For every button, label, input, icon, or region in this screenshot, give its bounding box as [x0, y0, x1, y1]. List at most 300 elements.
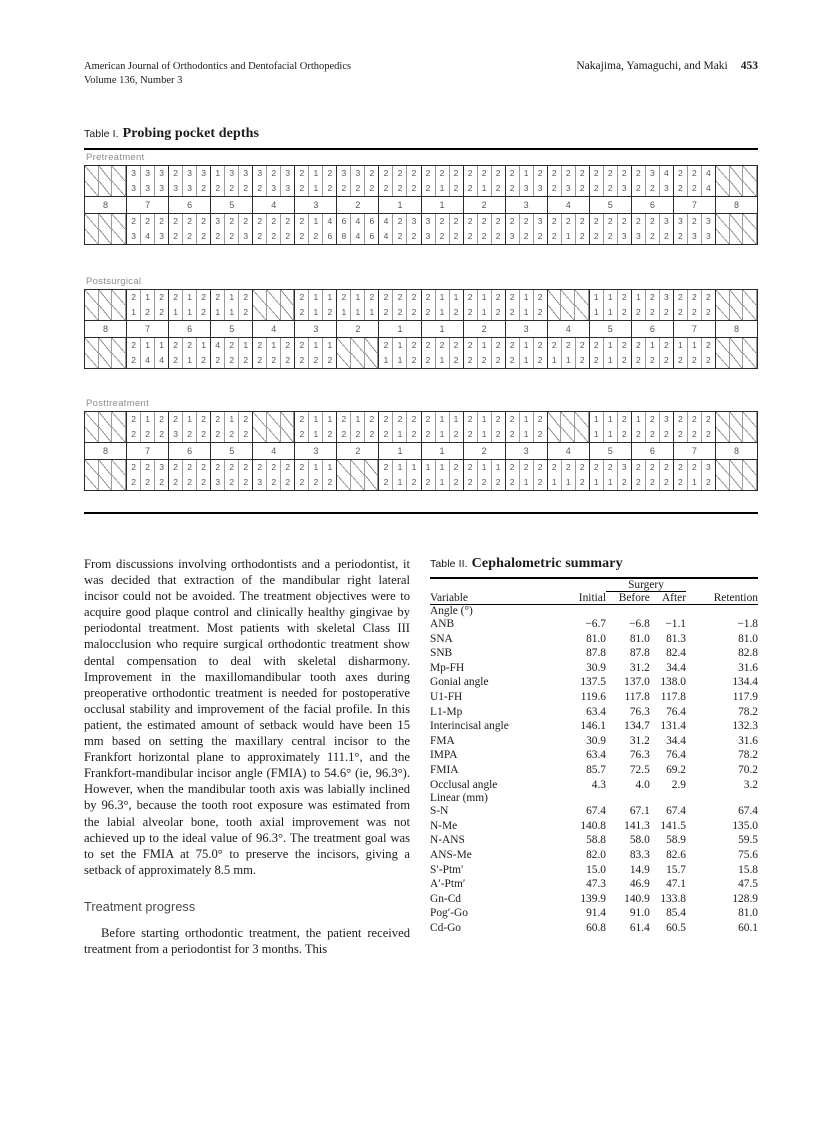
tooth-site-group: [716, 214, 757, 229]
probing-depth-cell: 2: [369, 292, 375, 303]
tooth-number-label: 5: [590, 321, 632, 337]
tooth-number-label: 5: [211, 443, 253, 459]
group-label: Angle (°): [430, 605, 548, 618]
probing-depth-cell: 2: [562, 214, 576, 229]
probing-depth-cell: 2: [646, 214, 660, 229]
tooth-site-group: [506, 166, 548, 181]
probing-depth-cell: 2: [453, 429, 459, 440]
probing-depth-cell: 1: [590, 412, 604, 427]
tooth-site-group: [379, 166, 420, 181]
missing-tooth-hatch-icon: [716, 229, 730, 244]
tooth-site-group: [506, 460, 548, 475]
missing-tooth-hatch-icon: [85, 214, 99, 229]
tooth-site-group: [127, 305, 169, 320]
probing-depth-cell: 3: [706, 231, 711, 242]
missing-tooth-hatch-icon: [561, 427, 575, 442]
probing-depth-cell: 2: [674, 353, 688, 368]
tooth-site-group: [295, 181, 337, 196]
probing-depth-cell: 2: [295, 353, 309, 368]
chart-arch-half: [422, 321, 758, 337]
probing-depth-cell: 2: [327, 168, 333, 179]
value-before: 61.4: [629, 921, 650, 934]
upper-buccal-depths: [85, 412, 757, 427]
value-after: 15.7: [666, 863, 686, 876]
probing-depth-cell: 1: [604, 475, 618, 490]
missing-tooth-hatch-icon: [730, 229, 744, 244]
probing-depth-cell: 1: [520, 353, 534, 368]
probing-depth-cell: 2: [495, 477, 501, 488]
probing-depth-cell: 2: [141, 460, 155, 475]
group-row-spacer: [650, 605, 686, 618]
probing-depth-cell: 2: [520, 460, 534, 475]
probing-depth-cell: 3: [646, 166, 660, 181]
tooth-site-group: [464, 214, 506, 229]
probing-depth-cell: 2: [285, 216, 291, 227]
value-after: 85.4: [666, 907, 686, 920]
value-initial: 85.7: [586, 763, 606, 776]
value-retention: 60.1: [738, 921, 758, 934]
probing-depth-cell: 2: [379, 412, 393, 427]
probing-depth-cell: 1: [453, 292, 459, 303]
tooth-site-group: [295, 427, 337, 442]
tooth-site-group: [169, 166, 211, 181]
tooth-site-group: [716, 290, 757, 305]
missing-tooth-hatch-icon: [730, 290, 744, 305]
probing-depth-cell: 2: [562, 166, 576, 181]
table2-group-row: [430, 792, 758, 804]
probing-depth-cell: 2: [411, 477, 417, 488]
tooth-site-group: [422, 475, 464, 490]
tooth-site-group: [85, 475, 127, 490]
probing-depth-cell: 2: [183, 338, 197, 353]
tooth-site-group: [632, 427, 674, 442]
probing-depth-cell: 4: [351, 214, 365, 229]
probing-depth-cell: 2: [632, 475, 646, 490]
probing-depth-cell: 2: [267, 214, 281, 229]
probing-depth-cell: 1: [351, 305, 365, 320]
probing-depth-cell: 3: [351, 166, 365, 181]
tooth-number-label: 4: [548, 321, 590, 337]
probing-depth-cell: 2: [243, 414, 249, 425]
probing-depth-cell: 2: [351, 181, 365, 196]
missing-tooth-hatch-icon: [548, 427, 562, 442]
probing-depth-cell: 1: [422, 460, 436, 475]
tooth-site-group: [506, 214, 548, 229]
tooth-site-group: [632, 460, 674, 475]
probing-depth-cell: 2: [621, 216, 627, 227]
group-row-spacer: [548, 792, 606, 804]
probing-depth-cell: 2: [393, 290, 407, 305]
column-header-variable: Variable: [430, 592, 468, 604]
tooth-site-group: [85, 427, 127, 442]
variable-name: Cd-Go: [430, 921, 462, 934]
table-row: [430, 863, 758, 878]
value-after: 34.4: [666, 734, 686, 747]
tooth-site-group: [169, 305, 211, 320]
tooth-site-group: [632, 229, 674, 244]
chart-arch-half: [85, 338, 422, 353]
variable-name: L1-Mp: [430, 705, 463, 718]
probing-depth-cell: 2: [632, 427, 646, 442]
probing-depth-cell: 2: [604, 460, 618, 475]
lower-buccal-depths: [85, 460, 757, 475]
probing-depth-cell: 2: [548, 214, 562, 229]
missing-tooth-hatch-icon: [743, 338, 757, 353]
chart-arch-half: [85, 166, 422, 181]
missing-tooth-hatch-icon: [99, 214, 113, 229]
probing-depth-cell: 2: [337, 181, 351, 196]
missing-tooth-hatch-icon: [365, 338, 379, 353]
probing-depth-cell: 1: [183, 353, 197, 368]
tooth-site-group: [464, 427, 506, 442]
missing-tooth-hatch-icon: [716, 460, 730, 475]
value-retention: 15.8: [738, 863, 758, 876]
probing-depth-cell: 1: [548, 353, 562, 368]
tooth-site-group: [127, 166, 169, 181]
value-initial: 87.8: [586, 647, 606, 660]
probing-depth-cell: 1: [309, 338, 323, 353]
probing-depth-cell: 2: [243, 216, 249, 227]
missing-tooth-hatch-icon: [85, 338, 99, 353]
probing-depth-cell: 2: [211, 460, 225, 475]
probing-depth-cell: 2: [562, 338, 576, 353]
tooth-site-group: [253, 181, 295, 196]
probing-depth-cell: 2: [411, 231, 417, 242]
perio-chart-postsurgical: [84, 276, 758, 369]
tooth-site-group: [253, 305, 295, 320]
probing-depth-cell: 2: [295, 305, 309, 320]
perio-chart-section-title: Posttreatment: [86, 398, 150, 409]
chart-arch-half: [422, 305, 758, 320]
probing-depth-cell: 2: [309, 475, 323, 490]
probing-depth-cell: 1: [369, 307, 375, 318]
probing-depth-cell: 2: [579, 231, 585, 242]
probing-depth-cell: 2: [337, 290, 351, 305]
tooth-site-group: [85, 338, 127, 353]
variable-name: SNB: [430, 647, 453, 660]
probing-depth-cell: 1: [562, 353, 576, 368]
table-row: [430, 719, 758, 734]
probing-depth-cell: 2: [548, 338, 562, 353]
probing-depth-cell: 1: [674, 338, 688, 353]
tooth-site-group: [85, 229, 127, 244]
probing-depth-cell: 1: [478, 305, 492, 320]
missing-tooth-hatch-icon: [112, 427, 126, 442]
tooth-site-group: [169, 338, 211, 353]
missing-tooth-hatch-icon: [730, 475, 744, 490]
tooth-site-group: [464, 181, 506, 196]
tooth-site-group: [548, 181, 590, 196]
probing-depth-cell: 6: [369, 216, 375, 227]
probing-depth-cell: 3: [520, 181, 534, 196]
tooth-site-group: [632, 290, 674, 305]
probing-depth-cell: 1: [520, 338, 534, 353]
perio-chart-section-title: Postsurgical: [86, 276, 142, 287]
tooth-site-group: [169, 427, 211, 442]
probing-depth-cell: 2: [422, 353, 436, 368]
probing-depth-cell: 1: [520, 475, 534, 490]
missing-tooth-hatch-icon: [85, 229, 99, 244]
probing-depth-cell: 2: [663, 355, 669, 366]
tooth-site-group: [295, 338, 337, 353]
tooth-site-group: [169, 181, 211, 196]
probing-depth-cell: 2: [453, 355, 459, 366]
probing-depth-cell: 2: [159, 414, 164, 425]
probing-depth-cell: 1: [159, 340, 164, 351]
probing-depth-cell: 2: [688, 305, 702, 320]
tooth-site-group: [379, 181, 420, 196]
paragraph-treatment-progress: Before starting orthodontic treatment, the patient received treatment from a periodontist for 3 months. This: [84, 925, 410, 957]
missing-tooth-hatch-icon: [99, 412, 113, 427]
probing-depth-cell: 1: [562, 475, 576, 490]
probing-depth-cell: 2: [159, 429, 164, 440]
probing-depth-cell: 2: [183, 229, 197, 244]
missing-tooth-hatch-icon: [112, 412, 126, 427]
value-retention: 134.4: [732, 676, 758, 689]
tooth-site-group: [674, 229, 716, 244]
table-row: [430, 675, 758, 690]
probing-depth-cell: 3: [243, 231, 249, 242]
tooth-site-group: [548, 305, 590, 320]
probing-depth-cell: 3: [621, 231, 627, 242]
tooth-number-label: 5: [590, 197, 632, 213]
probing-depth-cell: 2: [422, 475, 436, 490]
probing-depth-cell: 1: [562, 229, 576, 244]
missing-tooth-hatch-icon: [351, 460, 365, 475]
probing-depth-cell: 1: [478, 290, 492, 305]
group-row-spacer: [686, 792, 758, 804]
column-header-retention: Retention: [713, 592, 758, 604]
tooth-site-group: [716, 353, 757, 368]
tooth-site-group: [590, 181, 632, 196]
probing-depth-cell: 2: [183, 427, 197, 442]
probing-depth-cell: 2: [464, 475, 478, 490]
table1-caption: [84, 126, 259, 142]
probing-depth-cell: 2: [337, 427, 351, 442]
probing-depth-cell: 2: [201, 414, 207, 425]
probing-depth-cell: 3: [688, 229, 702, 244]
probing-depth-cell: 2: [295, 460, 309, 475]
value-before: 76.3: [629, 705, 650, 718]
tooth-site-group: [211, 338, 253, 353]
missing-tooth-hatch-icon: [85, 412, 99, 427]
group-label: Linear (mm): [430, 792, 488, 805]
value-initial: 63.4: [586, 749, 606, 762]
upper-lingual-depths: [85, 427, 757, 442]
probing-depth-cell: 2: [379, 181, 393, 196]
probing-depth-cell: 2: [495, 216, 501, 227]
probing-depth-cell: 1: [309, 214, 323, 229]
chart-arch-half: [422, 460, 758, 475]
missing-tooth-hatch-icon: [112, 214, 126, 229]
missing-tooth-hatch-icon: [281, 305, 295, 320]
tooth-site-group: [127, 181, 169, 196]
tooth-number-label: 3: [506, 197, 548, 213]
tooth-site-group: [422, 353, 464, 368]
value-before: 87.8: [629, 647, 650, 660]
probing-depth-cell: 3: [159, 183, 164, 194]
tooth-site-group: [464, 166, 506, 181]
probing-depth-cell: 1: [604, 412, 618, 427]
tooth-site-group: [295, 305, 337, 320]
missing-tooth-hatch-icon: [743, 290, 757, 305]
value-initial: 30.9: [586, 734, 606, 747]
journal-volume: Volume 136, Number 3: [84, 74, 183, 86]
probing-depth-cell: 3: [159, 462, 164, 473]
missing-tooth-hatch-icon: [351, 338, 365, 353]
value-after: 47.1: [666, 878, 686, 891]
tooth-site-group: [590, 214, 632, 229]
value-retention: 132.3: [732, 720, 758, 733]
tooth-site-group: [548, 460, 590, 475]
tooth-number-label: 2: [464, 321, 506, 337]
probing-depth-cell: 2: [211, 427, 225, 442]
tooth-site-group: [590, 229, 632, 244]
running-head: [84, 60, 758, 90]
probing-depth-cell: 2: [632, 166, 646, 181]
value-after: 69.2: [666, 763, 686, 776]
chart-arch-half: [422, 443, 758, 459]
probing-depth-cell: 1: [393, 475, 407, 490]
probing-depth-cell: 1: [548, 475, 562, 490]
probing-depth-cell: 3: [674, 214, 688, 229]
probing-depth-cell: 2: [267, 460, 281, 475]
probing-depth-cell: 2: [295, 214, 309, 229]
value-before: 14.9: [629, 863, 650, 876]
value-after: 141.5: [660, 819, 686, 832]
probing-depth-cell: 2: [369, 168, 375, 179]
missing-tooth-hatch-icon: [575, 290, 589, 305]
probing-depth-cell: 2: [225, 460, 239, 475]
probing-depth-cell: 2: [225, 229, 239, 244]
missing-tooth-hatch-icon: [548, 412, 562, 427]
tooth-site-group: [506, 475, 548, 490]
probing-depth-cell: 2: [537, 307, 543, 318]
probing-depth-cell: 2: [632, 353, 646, 368]
probing-depth-cell: 1: [337, 305, 351, 320]
probing-depth-cell: 2: [688, 166, 702, 181]
tooth-site-group: [590, 427, 632, 442]
probing-depth-cell: 1: [590, 427, 604, 442]
table-row: [430, 748, 758, 763]
probing-depth-cell: 2: [393, 412, 407, 427]
probing-depth-cell: 2: [464, 427, 478, 442]
value-after: 81.3: [666, 632, 686, 645]
missing-tooth-hatch-icon: [716, 290, 730, 305]
probing-depth-cell: 2: [506, 475, 520, 490]
probing-depth-cell: 3: [169, 427, 183, 442]
missing-tooth-hatch-icon: [730, 427, 744, 442]
spanner-spacer: [686, 578, 758, 591]
probing-depth-cell: 2: [379, 305, 393, 320]
table-row: [430, 921, 758, 936]
probing-depth-cell: 2: [464, 338, 478, 353]
tooth-site-group: [253, 229, 295, 244]
upper-buccal-depths: [85, 290, 757, 305]
probing-depth-cell: 2: [379, 338, 393, 353]
missing-tooth-hatch-icon: [253, 412, 267, 427]
value-initial: 63.4: [586, 705, 606, 718]
probing-depth-cell: 2: [225, 214, 239, 229]
probing-depth-cell: 2: [225, 427, 239, 442]
missing-tooth-hatch-icon: [365, 460, 379, 475]
missing-tooth-hatch-icon: [99, 353, 113, 368]
probing-depth-cell: 3: [169, 181, 183, 196]
probing-depth-cell: 2: [201, 183, 207, 194]
probing-depth-cell: 2: [706, 355, 711, 366]
probing-depth-cell: 1: [436, 412, 450, 427]
probing-depth-cell: 2: [674, 290, 688, 305]
probing-depth-cell: 3: [422, 214, 436, 229]
probing-depth-cell: 2: [706, 477, 711, 488]
value-after: 76.4: [666, 705, 686, 718]
probing-depth-cell: 2: [674, 412, 688, 427]
probing-depth-cell: 2: [169, 166, 183, 181]
table1-label: Table I.: [84, 128, 119, 140]
probing-depth-cell: 2: [646, 181, 660, 196]
tooth-site-group: [85, 353, 127, 368]
missing-tooth-hatch-icon: [99, 229, 113, 244]
probing-depth-cell: 2: [688, 290, 702, 305]
missing-tooth-hatch-icon: [112, 290, 126, 305]
probing-depth-cell: 4: [141, 229, 155, 244]
probing-depth-cell: 1: [393, 460, 407, 475]
tooth-number-label: 7: [674, 197, 716, 213]
probing-depth-cell: 2: [201, 462, 207, 473]
tooth-site-group: [506, 305, 548, 320]
chart-arch-half: [85, 427, 422, 442]
probing-depth-cell: 2: [169, 229, 183, 244]
tooth-number-label: 1: [422, 443, 464, 459]
value-before: 117.8: [624, 690, 650, 703]
tooth-site-group: [253, 353, 295, 368]
probing-depth-cell: 2: [674, 427, 688, 442]
tooth-site-group: [85, 290, 127, 305]
tooth-site-group: [464, 338, 506, 353]
missing-tooth-hatch-icon: [716, 181, 730, 196]
tooth-site-group: [127, 475, 169, 490]
probing-depth-cell: 1: [309, 427, 323, 442]
tooth-site-group: [127, 353, 169, 368]
probing-depth-cell: 2: [495, 429, 501, 440]
variable-name: Gn-Cd: [430, 892, 462, 905]
tooth-site-group: [337, 412, 379, 427]
spanner-spacer: [548, 578, 606, 591]
value-retention: 47.5: [738, 878, 758, 891]
missing-tooth-hatch-icon: [548, 290, 562, 305]
table2-column-header-row: [430, 592, 758, 605]
probing-depth-cell: 3: [127, 229, 141, 244]
probing-depth-cell: 2: [379, 427, 393, 442]
value-before: 140.9: [624, 892, 650, 905]
tooth-site-group: [295, 214, 337, 229]
probing-depth-cell: 2: [411, 429, 417, 440]
value-retention: 81.0: [738, 907, 758, 920]
probing-depth-cell: 2: [422, 181, 436, 196]
chart-arch-half: [85, 197, 422, 213]
probing-depth-cell: 4: [159, 355, 164, 366]
probing-depth-cell: 2: [706, 429, 711, 440]
upper-buccal-depths: [85, 166, 757, 181]
tooth-site-group: [674, 353, 716, 368]
tooth-site-group: [295, 229, 337, 244]
probing-depth-cell: 2: [579, 216, 585, 227]
table-row: [430, 690, 758, 705]
value-before: 137.0: [624, 676, 650, 689]
subheading-treatment-progress: Treatment progress: [84, 899, 196, 914]
probing-depth-cell: 2: [674, 305, 688, 320]
missing-tooth-hatch-icon: [112, 166, 126, 181]
